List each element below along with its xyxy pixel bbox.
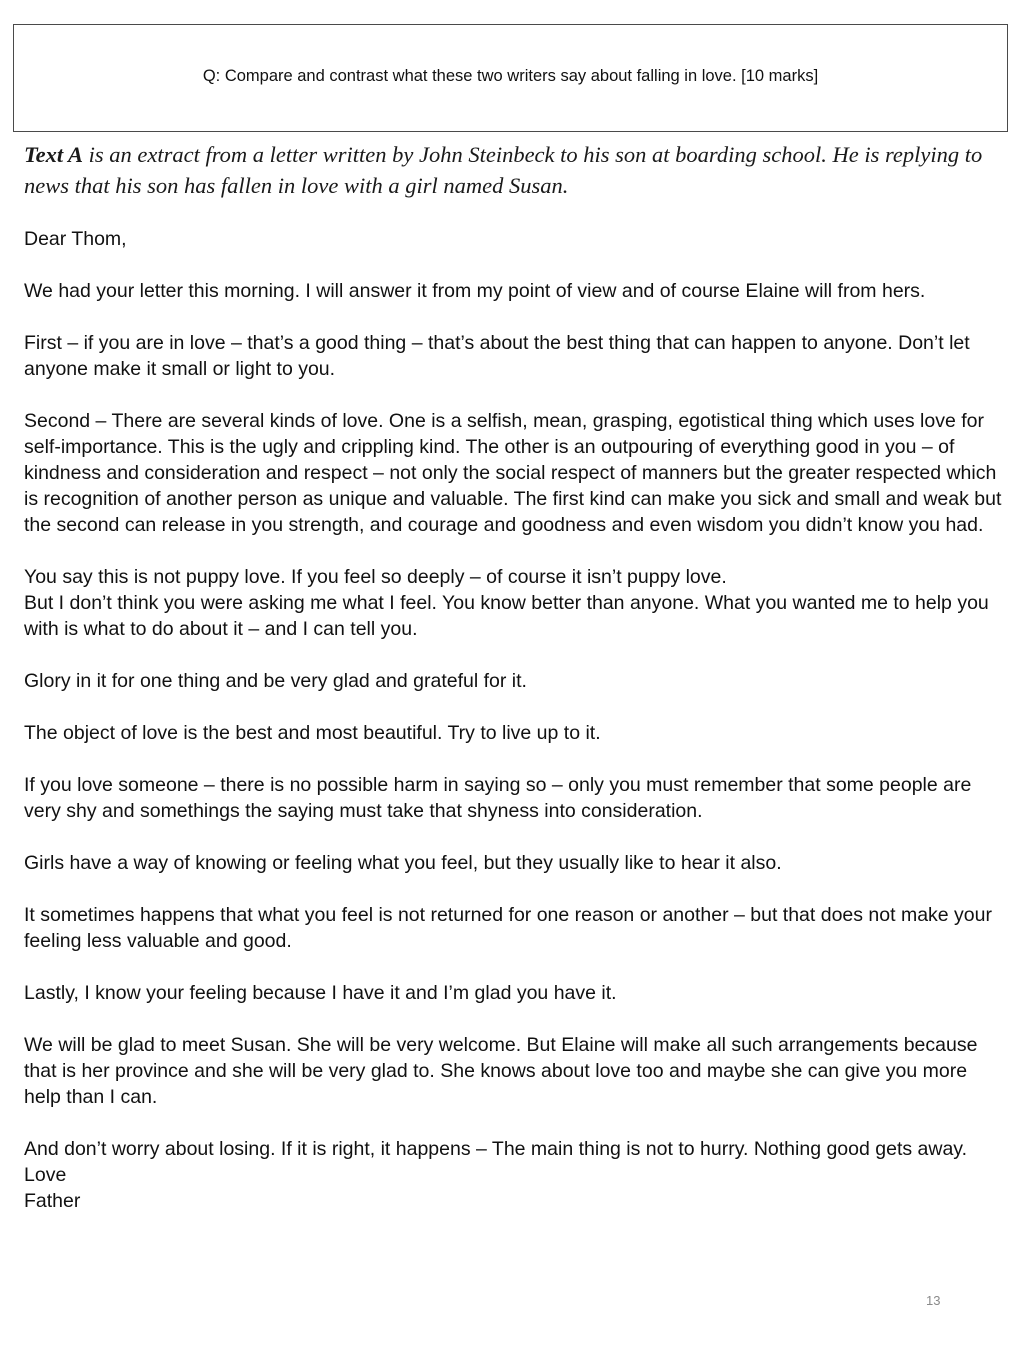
letter-paragraph: We will be glad to meet Susan. She will be very welcome. But Elaine will make all such arrangements because that is her province and she will be very glad to. She knows about love too and maybe she can give you more help than I can.: [24, 1034, 978, 1108]
letter-paragraph: If you love someone – there is no possible harm in saying so – only you must remember that some people are very shy and somethings the saying must take that shyness into consideration.: [24, 774, 972, 822]
letter-paragraph: The object of love is the best and most beautiful. Try to live up to it.: [24, 722, 601, 744]
letter-line: But I don’t think you were asking me what I feel. You know better than anyone. What you wanted me to help you with is what to do about it – and I can tell you.: [24, 592, 989, 640]
letter-paragraph: It sometimes happens that what you feel is not returned for one reason or another – but that does not make your feeling less valuable and good.: [24, 904, 992, 952]
letter-body: [24, 226, 1004, 1214]
letter-signature: Father: [24, 1190, 81, 1212]
letter-closing-block: [24, 1136, 1004, 1214]
text-a-label: Text A: [24, 142, 83, 167]
letter-salutation: Dear Thom,: [24, 228, 127, 250]
letter-paragraph: Second – There are several kinds of love. One is a selfish, mean, grasping, egotistical thing which uses love for self-importance. This is the ugly and crippling kind. The other is an outpouring of everything good in you – of kindness and consideration and respect – not only the social respect of manners but the greater respected which is recognition of another person as unique and valuable. The first kind can make you sick and small and weak but the second can release in you strength, and courage and goodness and even wisdom you didn’t know you had.: [24, 410, 1002, 536]
text-a-intro: [24, 139, 999, 201]
letter-closing: Love: [24, 1164, 67, 1186]
letter-paragraph: Girls have a way of knowing or feeling what you feel, but they usually like to hear it also.: [24, 852, 782, 874]
page-number: 13: [926, 1293, 941, 1308]
letter-paragraph: Lastly, I know your feeling because I have it and I’m glad you have it.: [24, 982, 617, 1004]
letter-paragraph: Glory in it for one thing and be very glad and grateful for it.: [24, 670, 527, 692]
letter-paragraph-group: [24, 564, 1004, 642]
letter-paragraph: We had your letter this morning. I will answer it from my point of view and of course Elaine will from hers.: [24, 280, 926, 302]
letter-final-paragraph: And don’t worry about losing. If it is right, it happens – The main thing is not to hurry. Nothing good gets away.: [24, 1138, 968, 1160]
letter-paragraph: First – if you are in love – that’s a good thing – that’s about the best thing that can happen to anyone. Don’t let anyone make it small or light to you.: [24, 332, 970, 380]
question-box: [13, 24, 1008, 132]
letter-line: You say this is not puppy love. If you feel so deeply – of course it isn’t puppy love.: [24, 566, 727, 588]
text-a-description: is an extract from a letter written by John Steinbeck to his son at boarding school. He is replying to news that his son has fallen in love with a girl named Susan.: [24, 142, 983, 198]
question-text: Q: Compare and contrast what these two writers say about falling in love. [10 marks]: [202, 67, 819, 85]
